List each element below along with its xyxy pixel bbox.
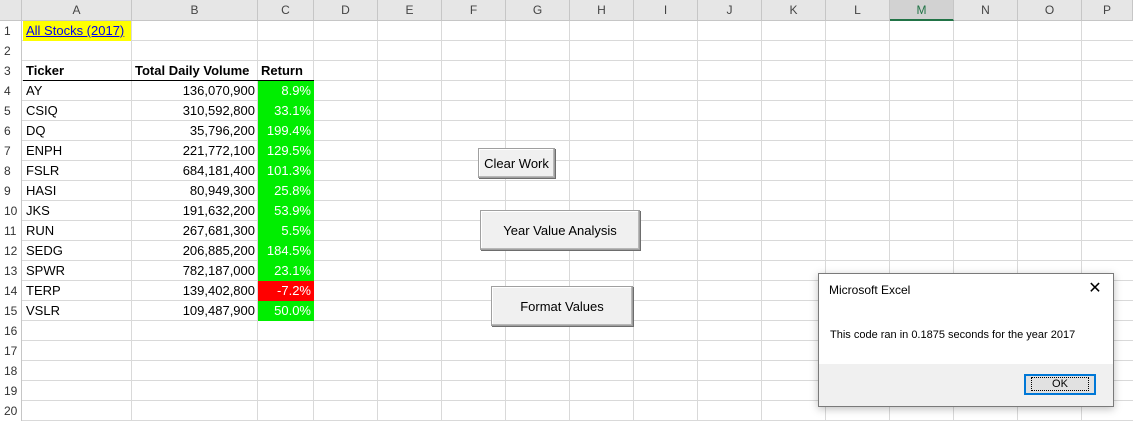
- return-cell[interactable]: 25.8%: [258, 181, 314, 201]
- ticker-cell[interactable]: HASI: [26, 183, 57, 198]
- ticker-cell[interactable]: DQ: [26, 123, 46, 138]
- row-header-2[interactable]: 2: [0, 41, 22, 61]
- ticker-cell[interactable]: CSIQ: [26, 103, 58, 118]
- volume-cell[interactable]: 139,402,800: [182, 283, 255, 298]
- ticker-cell[interactable]: RUN: [26, 223, 55, 238]
- volume-cell[interactable]: 684,181,400: [182, 163, 255, 178]
- column-header-j[interactable]: J: [698, 0, 762, 21]
- column-header-p[interactable]: P: [1082, 0, 1133, 21]
- return-cell[interactable]: 8.9%: [258, 81, 314, 101]
- sheet-title-cell[interactable]: All Stocks (2017): [23, 21, 131, 41]
- return-cell[interactable]: 129.5%: [258, 141, 314, 161]
- dialog-message: This code ran in 0.1875 seconds for the year 2017: [830, 329, 1076, 341]
- row-header-4[interactable]: 4: [0, 81, 22, 101]
- header-return[interactable]: Return: [261, 63, 303, 78]
- volume-cell[interactable]: 109,487,900: [182, 303, 255, 318]
- column-header-d[interactable]: D: [314, 0, 378, 21]
- return-cell[interactable]: 184.5%: [258, 241, 314, 261]
- ticker-cell[interactable]: FSLR: [26, 163, 60, 178]
- ticker-cell[interactable]: SPWR: [26, 263, 65, 278]
- close-icon[interactable]: ✕: [1088, 280, 1102, 297]
- row-header-13[interactable]: 13: [0, 261, 22, 281]
- column-header-m[interactable]: M: [890, 0, 954, 21]
- row-header-17[interactable]: 17: [0, 341, 22, 361]
- select-all-corner[interactable]: [0, 0, 22, 21]
- row-header-9[interactable]: 9: [0, 181, 22, 201]
- return-cell[interactable]: 50.0%: [258, 301, 314, 321]
- column-header-i[interactable]: I: [634, 0, 698, 21]
- column-header-k[interactable]: K: [762, 0, 826, 21]
- column-header-o[interactable]: O: [1018, 0, 1082, 21]
- clear-work-button[interactable]: Clear Work: [478, 148, 555, 178]
- dialog-title: Microsoft Excel: [829, 283, 911, 297]
- volume-cell[interactable]: 191,632,200: [182, 203, 255, 218]
- row-header-11[interactable]: 11: [0, 221, 22, 241]
- ticker-cell[interactable]: JKS: [26, 203, 50, 218]
- volume-cell[interactable]: 35,796,200: [189, 123, 255, 138]
- ticker-cell[interactable]: ENPH: [26, 143, 63, 158]
- row-header-18[interactable]: 18: [0, 361, 22, 381]
- format-values-button[interactable]: Format Values: [491, 286, 633, 326]
- volume-cell[interactable]: 136,070,900: [182, 83, 255, 98]
- column-header-n[interactable]: N: [954, 0, 1018, 21]
- row-header-7[interactable]: 7: [0, 141, 22, 161]
- volume-cell[interactable]: 221,772,100: [182, 143, 255, 158]
- return-cell[interactable]: 33.1%: [258, 101, 314, 121]
- row-header-20[interactable]: 20: [0, 401, 22, 421]
- column-header-l[interactable]: L: [826, 0, 890, 21]
- column-header-g[interactable]: G: [506, 0, 570, 21]
- ok-button[interactable]: [1024, 374, 1096, 395]
- volume-cell[interactable]: 782,187,000: [182, 263, 255, 278]
- row-header-8[interactable]: 8: [0, 161, 22, 181]
- volume-cell[interactable]: 80,949,300: [189, 183, 255, 198]
- return-cell[interactable]: 23.1%: [258, 261, 314, 281]
- row-header-12[interactable]: 12: [0, 241, 22, 261]
- row-header-1[interactable]: 1: [0, 21, 22, 41]
- header-volume[interactable]: Total Daily Volume: [135, 63, 250, 78]
- ok-button-label: OK: [1031, 377, 1089, 391]
- column-header-a[interactable]: A: [22, 0, 132, 21]
- row-header-19[interactable]: 19: [0, 381, 22, 401]
- row-header-10[interactable]: 10: [0, 201, 22, 221]
- ticker-cell[interactable]: SEDG: [26, 243, 63, 258]
- dialog-footer: [819, 364, 1113, 406]
- row-header-14[interactable]: 14: [0, 281, 22, 301]
- volume-cell[interactable]: 267,681,300: [182, 223, 255, 238]
- ticker-cell[interactable]: VSLR: [26, 303, 60, 318]
- return-cell[interactable]: 199.4%: [258, 121, 314, 141]
- column-header-c[interactable]: C: [258, 0, 314, 21]
- ticker-cell[interactable]: AY: [26, 83, 43, 98]
- column-header-b[interactable]: B: [132, 0, 258, 21]
- row-header-3[interactable]: 3: [0, 61, 22, 81]
- ticker-cell[interactable]: TERP: [26, 283, 61, 298]
- return-cell[interactable]: 53.9%: [258, 201, 314, 221]
- volume-cell[interactable]: 310,592,800: [182, 103, 255, 118]
- column-header-h[interactable]: H: [570, 0, 634, 21]
- row-header-15[interactable]: 15: [0, 301, 22, 321]
- message-dialog: [818, 273, 1114, 407]
- row-header-6[interactable]: 6: [0, 121, 22, 141]
- column-header-e[interactable]: E: [378, 0, 442, 21]
- return-cell[interactable]: -7.2%: [258, 281, 314, 301]
- return-cell[interactable]: 5.5%: [258, 221, 314, 241]
- volume-cell[interactable]: 206,885,200: [182, 243, 255, 258]
- row-header-16[interactable]: 16: [0, 321, 22, 341]
- column-header-f[interactable]: F: [442, 0, 506, 21]
- row-header-5[interactable]: 5: [0, 101, 22, 121]
- year-value-analysis-button[interactable]: Year Value Analysis: [480, 210, 640, 250]
- return-cell[interactable]: 101.3%: [258, 161, 314, 181]
- header-ticker[interactable]: Ticker: [26, 63, 65, 78]
